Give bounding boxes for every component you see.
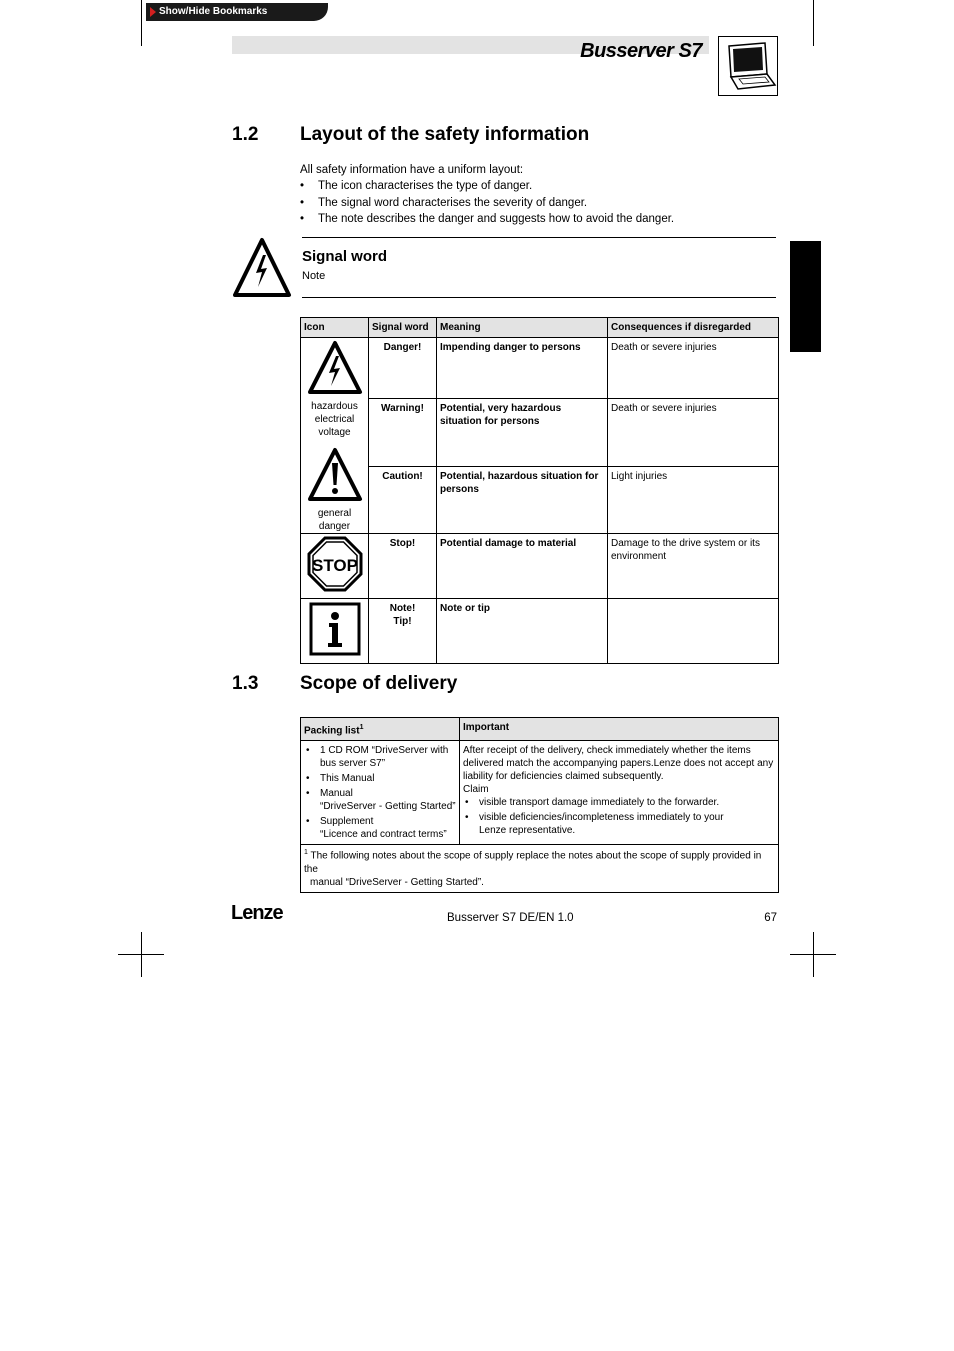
note-label: Note: [302, 270, 326, 282]
column-header: Meaning: [437, 318, 608, 338]
icon-caption: general danger: [317, 508, 352, 532]
consequence: Light injuries: [608, 466, 779, 533]
important-cell: [460, 741, 779, 845]
electrical-hazard-icon: [232, 237, 292, 303]
intro-text: All safety information have a uniform layout:: [300, 164, 524, 176]
meaning: Potential, very hazardous situation for persons: [437, 399, 608, 466]
table-row: [301, 399, 779, 466]
chapter-tab: [790, 241, 821, 352]
page-number: 67: [764, 912, 777, 924]
signal-word: Note! Tip!: [369, 599, 437, 664]
consequence: Damage to the drive system or its environment: [608, 534, 779, 599]
column-header: Consequences if disregarded: [608, 318, 779, 338]
electrical-hazard-icon: [303, 340, 366, 400]
crop-mark: [813, 0, 814, 46]
document-id: Busserver S7 DE/EN 1.0: [447, 912, 574, 924]
packing-list: [301, 741, 460, 845]
divider: [302, 237, 776, 238]
signal-word: Stop!: [369, 534, 437, 599]
info-icon: [303, 601, 366, 661]
table-row: [301, 338, 779, 399]
consequence: [608, 599, 779, 664]
section-title: Scope of delivery: [300, 673, 458, 694]
crop-mark: [790, 954, 836, 955]
list-item: • visible transport damage immediately to the forwarder.: [463, 796, 775, 809]
section-title: Layout of the safety information: [300, 124, 590, 145]
signal-word: Caution!: [369, 466, 437, 533]
show-hide-bookmarks-button[interactable]: [146, 3, 328, 21]
table-row: [301, 534, 779, 599]
signal-word: Warning!: [369, 399, 437, 466]
list-item: • This Manual: [304, 772, 456, 785]
important-text: After receipt of the delivery, check immediately whether the items delivered match the accompanying papers.Lenze does not accept any liability for deficiencies claimed subsequently.: [463, 745, 774, 783]
list-item: • 1 CD ROM “DriveServer with bus server S7”: [304, 744, 456, 770]
header-title: Busserver S7: [580, 40, 702, 62]
meaning: Impending danger to persons: [437, 338, 608, 399]
signal-word: Danger!: [369, 338, 437, 399]
list-item: • Supplement “Licence and contract terms”: [304, 815, 456, 841]
warning-icon: [303, 447, 366, 507]
meaning: Note or tip: [437, 599, 608, 664]
divider: [302, 297, 776, 298]
meaning: Potential damage to material: [437, 534, 608, 599]
table-header-row: [301, 318, 779, 338]
column-header: Icon: [301, 318, 369, 338]
list-item: • visible deficiencies/incompleteness immediately to your Lenze representative.: [463, 811, 775, 837]
crop-mark: [141, 0, 142, 46]
list-item: • Manual “DriveServer - Getting Started”: [304, 787, 456, 813]
icon-cell: [301, 534, 369, 599]
stop-sign-icon: [303, 536, 366, 596]
table-header-row: [301, 718, 779, 741]
play-arrow-icon: [150, 7, 156, 17]
column-header: Packing list$^1$: [301, 718, 460, 741]
table-row: [301, 741, 779, 845]
signal-word-label: Signal word: [302, 248, 388, 265]
meaning: Potential, hazardous situation for persons: [437, 466, 608, 533]
table-row: [301, 845, 779, 892]
icon-cell: [301, 338, 369, 534]
icon-caption: hazardous electrical voltage: [311, 401, 358, 438]
table-row: [301, 466, 779, 533]
consequence: Death or severe injuries: [608, 399, 779, 466]
claim-label: Claim: [463, 784, 489, 796]
consequence: Death or severe injuries: [608, 338, 779, 399]
table-row: [301, 599, 779, 664]
column-header: Important: [460, 718, 779, 741]
laptop-icon: [718, 36, 778, 96]
bookmark-label: Show/Hide Bookmarks: [159, 6, 268, 17]
delivery-table: [300, 717, 779, 893]
icon-cell: [301, 599, 369, 664]
lenze-logo: Lenze: [231, 902, 283, 924]
section-number: 1.2: [232, 124, 259, 145]
safety-table: [300, 317, 779, 664]
column-header: Signal word: [369, 318, 437, 338]
crop-mark: [118, 954, 164, 955]
footnote: $^1$ The following notes about the scope of supply replace the notes about the scope of supply provided in the manual “DriveServer - Getting Started”.: [301, 845, 779, 892]
section-number: 1.3: [232, 673, 259, 694]
svg-text:STOP: STOP: [311, 556, 358, 575]
